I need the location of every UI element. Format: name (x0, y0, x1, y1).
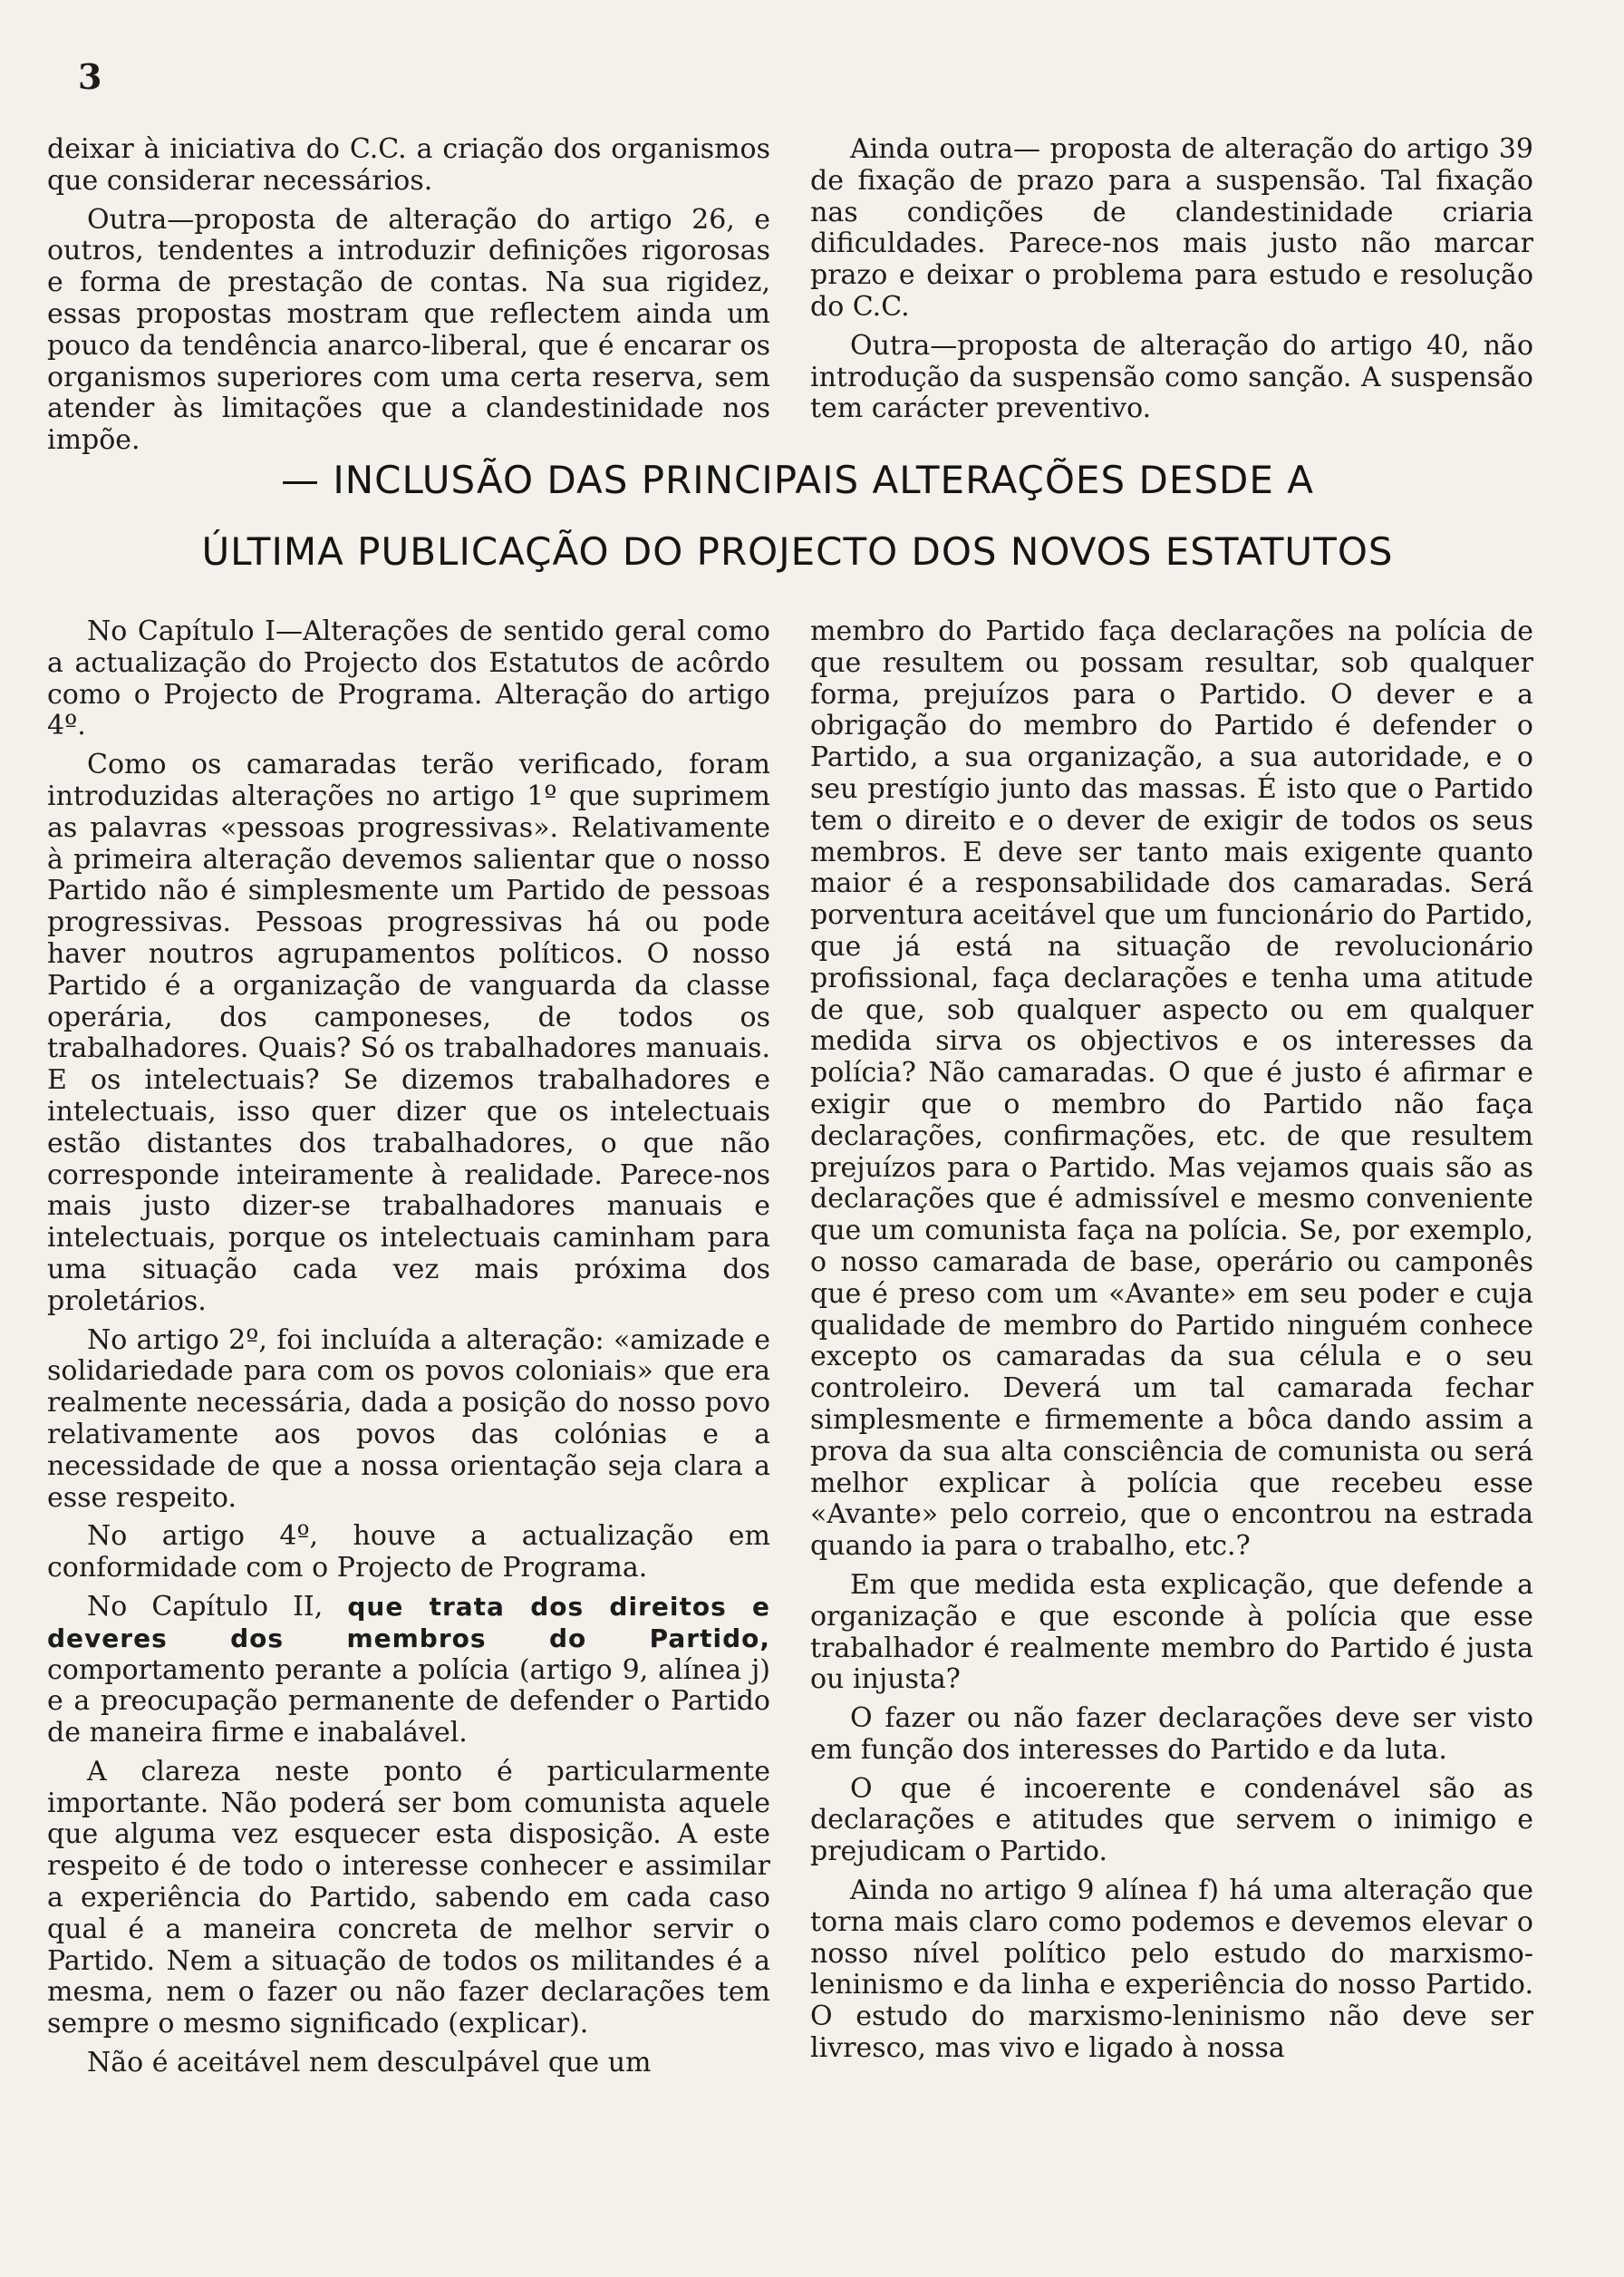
paragraph: No Capítulo I—Alterações de sentido geral como a actualização do Projecto dos Estatutos de acôrdo como o Projecto de Programa. Alteração do artigo 4º. (47, 615, 770, 742)
paragraph: A clareza neste ponto é particularmente importante. Não poderá ser bom comunista aquele que alguma vez esquecer esta disposição. A este respeito é de todo o interesse conhecer e assimilar a experiência do Partido, sabendo em cada caso qual é a maneira concreta de melhor servir o Partido. Nem a situação de todos os militandes é a mesma, nem o fazer ou não fazer declarações tem sempre o mesmo significado (explicar). (47, 1755, 770, 2040)
paragraph: O que é incoerente e condenável são as declarações e atitudes que servem o inimigo e prejudicam o Partido. (810, 1772, 1533, 1868)
top-right-column (810, 134, 1533, 464)
paragraph: Outra—proposta de alteração do artigo 40, não introdução da suspensão como sanção. A suspensão tem carácter preventivo. (810, 329, 1533, 425)
paragraph: Em que medida esta explicação, que defende a organização e que esconde à polícia que esse trabalhador é realmente membro do Partido é justa ou injusta? (810, 1568, 1533, 1696)
paragraph: Como os camaradas terão verificado, foram introduzidas alterações no artigo 1º que suprimem as palavras «pessoas progressivas». Relativamente à primeira alteração devemos salientar que o nosso Partido não é simplesmente um Partido de pessoas progressivas. Pessoas progressivas há ou pode haver noutros agrupamentos políticos. O nosso Partido é a organização de vanguarda da classe operária, dos camponeses, de todos os trabalhadores. Quais? Só os trabalhadores manuais. E os intelectuais? Se dizemos trabalhadores e intelectuais, isso quer dizer que os intelectuais estão distantes dos trabalhadores, o que não corresponde inteiramente à realidade. Parece-nos mais justo dizer-se trabalhadores manuais e intelectuais, porque os intelectuais caminham para uma situação cada vez mais próxima dos proletários. (47, 749, 770, 1317)
text-run: No Capítulo II, (87, 1590, 348, 1623)
top-columns (47, 134, 1533, 464)
bottom-columns (47, 616, 1533, 2087)
paragraph: Outra—proposta de alteração do artigo 26, e outros, tendentes a introduzir definições rigorosas e forma de prestação de contas. Na sua rigidez, essas propostas mostram que reflectem ainda um pouco da tendência anarco-liberal, que é encarar os organismos superiores com uma certa reserva, sem atender às limitações que a clandestinidade nos impõe. (47, 203, 770, 457)
top-left-column (47, 134, 770, 464)
section-heading-line-2: ÚLTIMA PUBLICAÇÃO DO PROJECTO DOS NOVOS ESTATUTOS (201, 529, 1394, 574)
paragraph: No artigo 4º, houve a actualização em conformidade com o Projecto de Programa. (47, 1520, 770, 1584)
page-number: 3 (78, 56, 102, 97)
bold-text-run: que trata dos direitos e deveres dos membros do Partido, (47, 1591, 770, 1653)
paragraph: Ainda outra— proposta de alteração do artigo 39 de fixação de prazo para a suspensão. Tal fixação nas condições de clandestinidade criaria dificuldades. Parece-nos mais justo não marcar prazo e deixar o problema para estudo e resolução do C.C. (810, 133, 1533, 323)
bottom-right-column (810, 616, 1533, 2087)
paragraph: Ainda no artigo 9 alínea f) há uma alteração que torna mais claro como podemos e devemos elevar o nosso nível político pelo estudo do marxismo-leninismo e da linha e experiência do nosso Partido. O estudo do marxismo-leninismo não deve ser livresco, mas vivo e ligado à nossa (810, 1875, 1533, 2065)
paragraph: deixar à iniciativa do C.C. a criação dos organismos que considerar necessários. (47, 133, 770, 197)
bottom-left-column (47, 616, 770, 2087)
paragraph: membro do Partido faça declarações na polícia de que resultem ou possam resultar, sob qualquer forma, prejuízos para o Partido. O dever e a obrigação do membro do Partido é defender o Partido, a sua organização, a sua autoridade, e o seu prestígio junto das massas. É isto que o Partido tem o direito e o dever de exigir de todos os seus membros. E deve ser tanto mais exigente quanto maior é a responsabilidade dos camaradas. Será porventura aceitável que um funcionário do Partido, que já está na situação de revolucionário profissional, faça declarações e tenha uma atitude de que, sob qualquer aspecto ou em qualquer medida sirva os objectivos e os interesses da polícia? Não camaradas. O que é justo é afirmar e exigir que o membro do Partido não faça declarações, confirmações, etc. de que resultem prejuízos para o Partido. Mas vejamos quais são as declarações que é admissível e mesmo conveniente que um comunista faça na polícia. Se, por exemplo, o nosso camarada de base, operário ou camponês que é preso com um «Avante» em seu poder e cuja qualidade de membro do Partido ninguém conhece excepto os camaradas da sua célula e o seu controleiro. Deverá um tal camarada fechar simplesmente e firmemente a bôca dando assim a prova da sua alta consciência de comunista ou será melhor explicar à polícia que recebeu esse «Avante» pelo correio, que o encontrou na estrada quando ia para o trabalho, etc.? (810, 615, 1533, 1563)
paragraph: O fazer ou não fazer declarações deve ser visto em função dos interesses do Partido e da luta. (810, 1702, 1533, 1766)
paragraph: No artigo 2º, foi incluída a alteração: «amizade e solidariedade para com os povos coloniais» que era realmente necessária, dada a posição do nosso povo relativamente aos povos das colónias e a necessidade de que a nossa orientação seja clara a esse respeito. (47, 1323, 770, 1514)
paragraph (47, 1592, 770, 1749)
paragraph: Não é aceitável nem desculpável que um (87, 2047, 652, 2079)
section-heading-line-1: — INCLUSÃO DAS PRINCIPAIS ALTERAÇÕES DESDE A (281, 458, 1314, 502)
text-run: comportamento perante a polícia (artigo 9, alínea j) e a preocupação permanente de defender o Partido de maneira firme e inabalável. (47, 1653, 770, 1749)
